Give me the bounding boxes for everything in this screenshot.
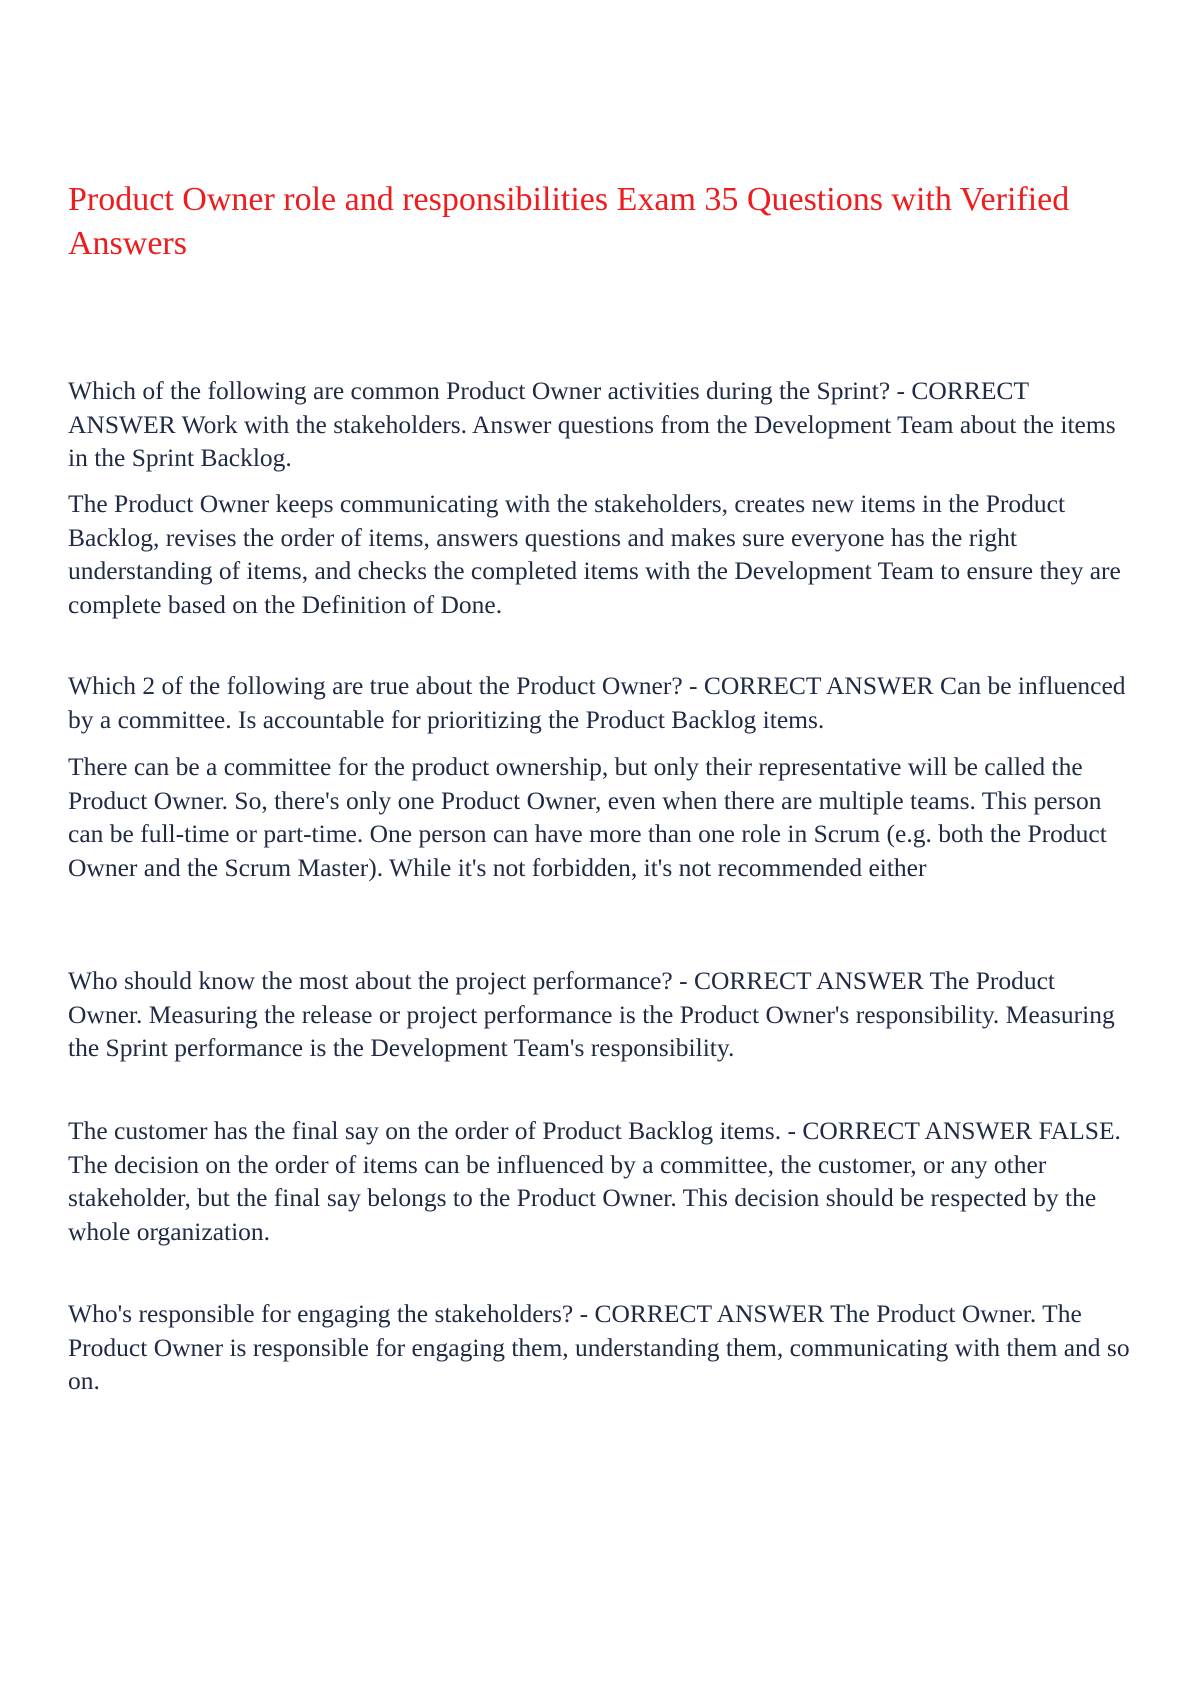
question-2: Which 2 of the following are true about the Product Owner? - CORRECT ANSWER Can be influenced by a committee. Is accountable for prioritizing the Product Backlog items.: [68, 671, 1126, 734]
explanation-1: The Product Owner keeps communicating with the stakeholders, creates new items in the Product Backlog, revises the order of items, answers questions and makes sure everyone has the right understanding of items, and checks the completed items with the Development Team to ensure they are complete based on the Definition of Done.: [68, 489, 1121, 619]
question-4: The customer has the final say on the order of Product Backlog items. - CORRECT ANSWER FALSE. The decision on the order of items can be influenced by a committee, the customer, or any other stakeholder, but the final say belongs to the Product Owner. This decision should be respected by the whole organization.: [68, 1116, 1121, 1246]
explanation-2: There can be a committee for the product ownership, but only their representative will be called the Product Owner. So, there's only one Product Owner, even when there are multiple teams. This person can be full-time or part-time. One person can have more than one role in Scrum (e.g. both the Product Owner and the Scrum Master). While it's not forbidden, it's not recommended either: [68, 752, 1107, 882]
document-title: Product Owner role and responsibilities Exam 35 Questions with Verified Answers: [68, 181, 1070, 262]
question-3: Who should know the most about the project performance? - CORRECT ANSWER The Product Owner. Measuring the release or project performance is the Product Owner's responsibility. Measuring the Sprint performance is the Development Team's responsibility.: [68, 966, 1115, 1062]
question-1: Which of the following are common Product Owner activities during the Sprint? - CORRECT ANSWER Work with the stakeholders. Answer questions from the Development Team about the items in the Sprint Backlog.: [68, 376, 1116, 472]
question-5: Who's responsible for engaging the stakeholders? - CORRECT ANSWER The Product Owner. The Product Owner is responsible for engaging them, understanding them, communicating with them and so on.: [68, 1299, 1130, 1395]
